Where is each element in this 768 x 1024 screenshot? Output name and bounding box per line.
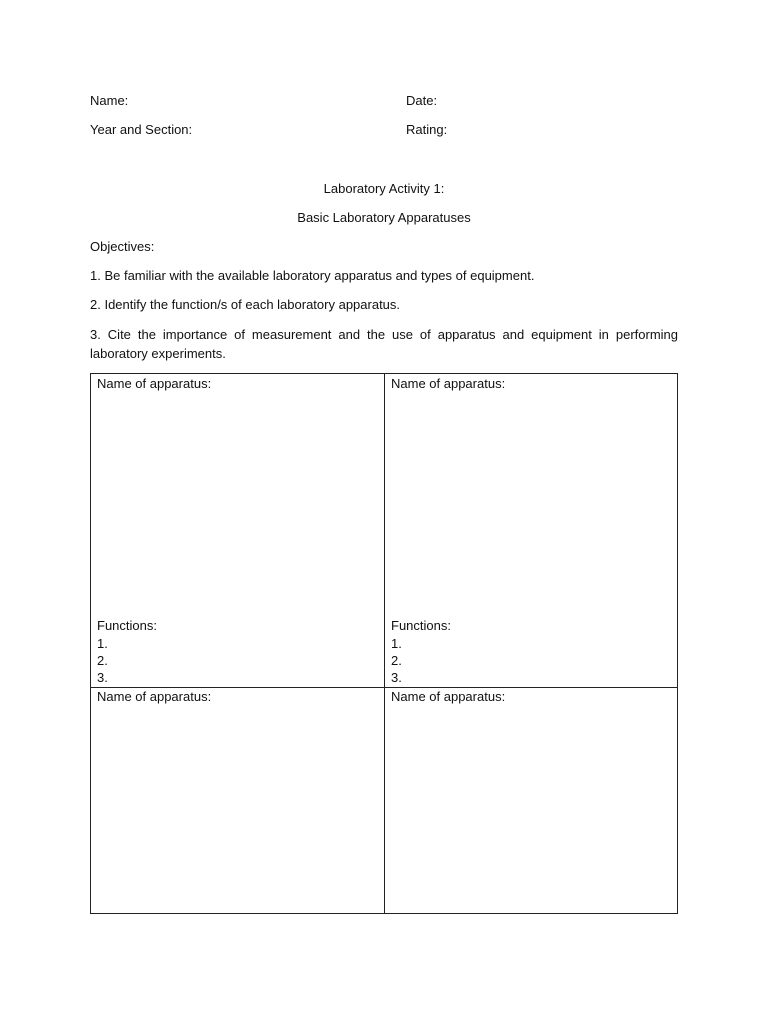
- functions-label: Functions:: [391, 618, 451, 633]
- function-number: 1.: [391, 636, 402, 651]
- function-number: 3.: [97, 670, 108, 685]
- objective-item: 2. Identify the function/s of each laboratory apparatus.: [90, 297, 401, 312]
- function-number: 3.: [391, 670, 402, 685]
- apparatus-name-label: Name of apparatus:: [97, 689, 212, 704]
- objectives-heading: Objectives:: [90, 239, 155, 254]
- function-number: 1.: [97, 636, 108, 651]
- objective-item: 1. Be familiar with the available laboratory apparatus and types of equipment.: [90, 268, 535, 283]
- function-number: 2.: [97, 653, 108, 668]
- functions-label: Functions:: [97, 618, 157, 633]
- apparatus-table: [90, 373, 678, 914]
- apparatus-name-label: Name of apparatus:: [391, 376, 506, 391]
- rating-label: Rating:: [406, 122, 448, 137]
- apparatus-name-label: Name of apparatus:: [391, 689, 506, 704]
- activity-subtitle: Basic Laboratory Apparatuses: [297, 210, 471, 225]
- date-label: Date:: [406, 93, 438, 108]
- objective-item: 3. Cite the importance of measurement and the use of apparatus and equipment in performing laboratory experiments.: [90, 327, 678, 361]
- activity-title: Laboratory Activity 1:: [323, 181, 445, 196]
- name-label: Name:: [90, 93, 129, 108]
- function-number: 2.: [391, 653, 402, 668]
- year-section-label: Year and Section:: [90, 122, 193, 137]
- apparatus-name-label: Name of apparatus:: [97, 376, 212, 391]
- table-divider-vertical: [384, 374, 385, 913]
